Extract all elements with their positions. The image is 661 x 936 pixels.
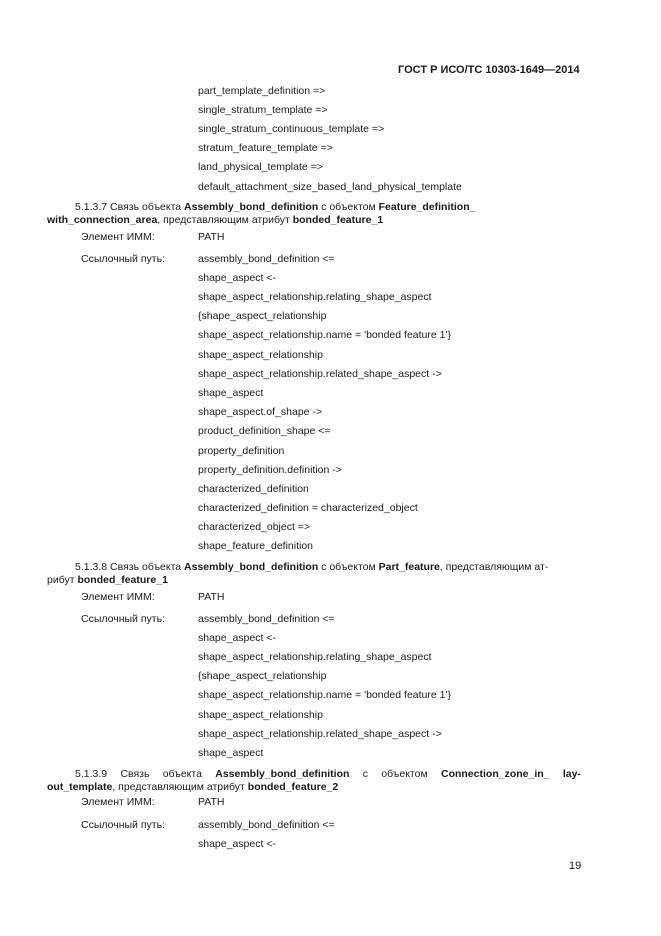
- path-line: shape_aspect <-: [198, 272, 276, 284]
- attribute-name: bonded_feature_2: [247, 781, 339, 793]
- entity-name: Assembly_bond_definition: [184, 561, 319, 573]
- path-line: {shape_aspect_relationship: [198, 670, 327, 682]
- section-number: 5.1.3.8: [75, 561, 108, 573]
- path-line: shape_aspect_relationship: [198, 709, 323, 721]
- attribute-name: bonded_feature_1: [77, 574, 168, 586]
- entity-name: Assembly_bond_definition: [184, 201, 319, 213]
- entity-name: Connection_zone_in_: [440, 768, 550, 780]
- path-line: shape_aspect <-: [198, 632, 276, 644]
- aim-element-value: PATH: [198, 796, 225, 808]
- path-line: assembly_bond_definition <=: [198, 819, 335, 831]
- path-line: characterized_definition: [198, 483, 309, 495]
- path-line: shape_aspect <-: [198, 838, 276, 850]
- path-line: shape_aspect_relationship.relating_shape_aspect: [198, 291, 432, 303]
- path-line: shape_aspect: [198, 747, 264, 759]
- path-line: assembly_bond_definition <=: [198, 613, 335, 625]
- entity-name: out_template: [47, 781, 113, 793]
- path-line: property_definition: [198, 445, 285, 457]
- path-line: single_stratum_template =>: [198, 104, 328, 116]
- section-number: 5.1.3.9: [75, 768, 108, 780]
- ref-path-label: Ссылочный путь:: [81, 613, 165, 625]
- entity-name: Feature_definition_: [378, 201, 476, 213]
- path-line: shape_aspect_relationship.relating_shape_aspect: [198, 651, 432, 663]
- aim-element-label: Элемент ИММ:: [81, 796, 155, 808]
- aim-element-label: Элемент ИММ:: [81, 591, 155, 603]
- section-heading: 5.1.3.7 Связь объекта Assembly_bond_definition с объектом Feature_definition_ with_connection_area, представляющим атрибут bonded_feature_1: [47, 201, 476, 226]
- entity-name: Part_feature: [378, 561, 440, 573]
- path-line: shape_aspect_relationship.name = 'bonded feature 1'}: [198, 689, 451, 701]
- path-line: shape_aspect_relationship.related_shape_aspect ->: [198, 368, 442, 380]
- path-line: shape_aspect_relationship.name = 'bonded feature 1'}: [198, 329, 451, 341]
- path-line: shape_feature_definition: [198, 540, 314, 552]
- page-number: 19: [569, 860, 582, 872]
- attribute-name: bonded_feature_1: [292, 214, 384, 226]
- path-line: single_stratum_continuous_template =>: [198, 123, 385, 135]
- entity-name: Assembly_bond_definition: [215, 768, 350, 780]
- path-line: shape_aspect: [198, 387, 264, 399]
- standard-header: ГОСТ Р ИСО/ТС 10303-1649—2014: [398, 64, 580, 76]
- path-line: land_physical_template =>: [198, 161, 323, 173]
- entity-name: lay-: [562, 768, 581, 780]
- aim-element-label: Элемент ИММ:: [81, 231, 155, 243]
- aim-element-value: PATH: [198, 591, 225, 603]
- path-line: {shape_aspect_relationship: [198, 310, 327, 322]
- path-line: characterized_definition = characterized_object: [198, 502, 418, 514]
- section-heading: 5.1.3.9 Связь объекта Assembly_bond_definition с объектом Connection_zone_in_ lay- out_template, представляющим атрибут bonded_feature_2: [47, 768, 581, 793]
- path-line: characterized_object =>: [198, 521, 311, 533]
- path-line: shape_aspect_relationship.related_shape_aspect ->: [198, 728, 442, 740]
- section-number: 5.1.3.7: [75, 201, 108, 213]
- path-line: shape_aspect_relationship: [198, 349, 323, 361]
- path-line: property_definition.definition ->: [198, 464, 342, 476]
- entity-name: with_connection_area: [47, 214, 158, 226]
- path-line: product_definition_shape <=: [198, 425, 331, 437]
- ref-path-label: Ссылочный путь:: [81, 253, 165, 265]
- aim-element-value: PATH: [198, 231, 225, 243]
- path-line: stratum_feature_template =>: [198, 142, 333, 154]
- path-line: default_attachment_size_based_land_physical_template: [198, 181, 462, 193]
- ref-path-label: Ссылочный путь:: [81, 819, 165, 831]
- path-line: shape_aspect.of_shape ->: [198, 406, 323, 418]
- path-line: assembly_bond_definition <=: [198, 253, 335, 265]
- path-line: part_template_definition =>: [198, 85, 326, 97]
- section-heading: 5.1.3.8 Связь объекта Assembly_bond_definition с объектом Part_feature, представляющим ат- рибут bonded_feature_1: [47, 561, 549, 586]
